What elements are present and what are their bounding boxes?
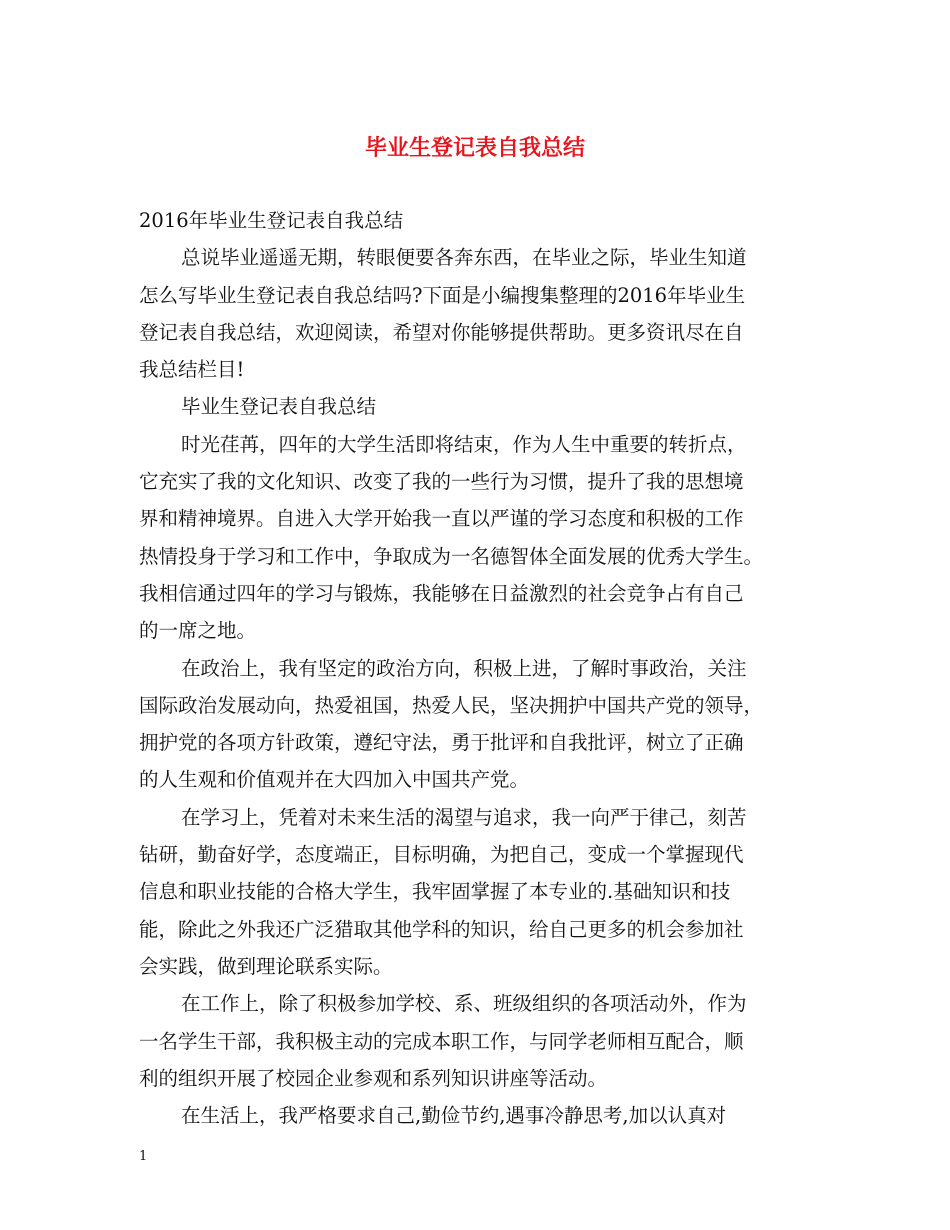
text-line: 在政治上，我有坚定的政治方向，积极上进，了解时事政治，关注 — [181, 656, 747, 680]
text-line: 热情投身于学习和工作中，争取成为一名德智体全面发展的优秀大学生。 — [139, 544, 764, 568]
text-line: 一名学生干部，我积极主动的完成本职工作，与同学老师相互配合，顺 — [139, 1029, 744, 1053]
text-line: 在工作上，除了积极参加学校、系、班级组织的各项活动外，作为 — [181, 992, 747, 1016]
text-line: 利的组织开展了校园企业参观和系列知识讲座等活动。 — [139, 1066, 608, 1090]
text-line: 我相信通过四年的学习与锻炼，我能够在日益激烈的社会竞争占有自己 — [139, 581, 744, 605]
text-line: 在学习上，凭着对未来生活的渴望与追求，我一向严于律己，刻苦 — [181, 805, 747, 829]
text-line: 总说毕业遥遥无期，转眼便要各奔东西，在毕业之际，毕业生知道 — [181, 246, 747, 270]
document-body — [139, 202, 821, 1134]
text-line: 的一席之地。 — [139, 619, 257, 643]
text-line: 毕业生登记表自我总结 — [181, 395, 377, 419]
text-line: 信息和职业技能的合格大学生，我牢固掌握了本专业的.基础知识和技 — [139, 880, 731, 904]
text-line: 钻研，勤奋好学，态度端正，目标明确，为把自己，变成一个掌握现代 — [139, 843, 744, 867]
text-line: 的人生观和价值观并在大四加入中国共产党。 — [139, 768, 530, 792]
text-line: 国际政治发展动向，热爱祖国，热爱人民，坚决拥护中国共产党的领导， — [139, 693, 764, 717]
text-line: 我总结栏目! — [139, 358, 245, 382]
text-line: 会实践，做到理论联系实际。 — [139, 954, 393, 978]
text-line: 登记表自我总结，欢迎阅读，希望对你能够提供帮助。更多资讯尽在自 — [139, 320, 744, 344]
text-line: 界和精神境界。自进入大学开始我一直以严谨的学习态度和积极的工作 — [139, 507, 744, 531]
text-line: 能，除此之外我还广泛猎取其他学科的知识，给自己更多的机会参加社 — [139, 917, 744, 941]
text-line: 时光荏苒，四年的大学生活即将结束，作为人生中重要的转折点， — [181, 432, 747, 456]
text-line: 2016年毕业生登记表自我总结 — [139, 209, 404, 232]
page-number: 1 — [139, 1149, 148, 1164]
text-line: 它充实了我的文化知识、改变了我的一些行为习惯，提升了我的思想境 — [139, 470, 744, 494]
text-line: 在生活上，我严格要求自己,勤俭节约,遇事冷静思考,加以认真对 — [181, 1104, 727, 1128]
text-line: 怎么写毕业生登记表自我总结吗?下面是小编搜集整理的2016年毕业生 — [139, 283, 746, 307]
text-line: 拥护党的各项方针政策，遵纪守法，勇于批评和自我批评，树立了正确 — [139, 731, 744, 755]
document-title: 毕业生登记表自我总结 — [364, 135, 585, 161]
